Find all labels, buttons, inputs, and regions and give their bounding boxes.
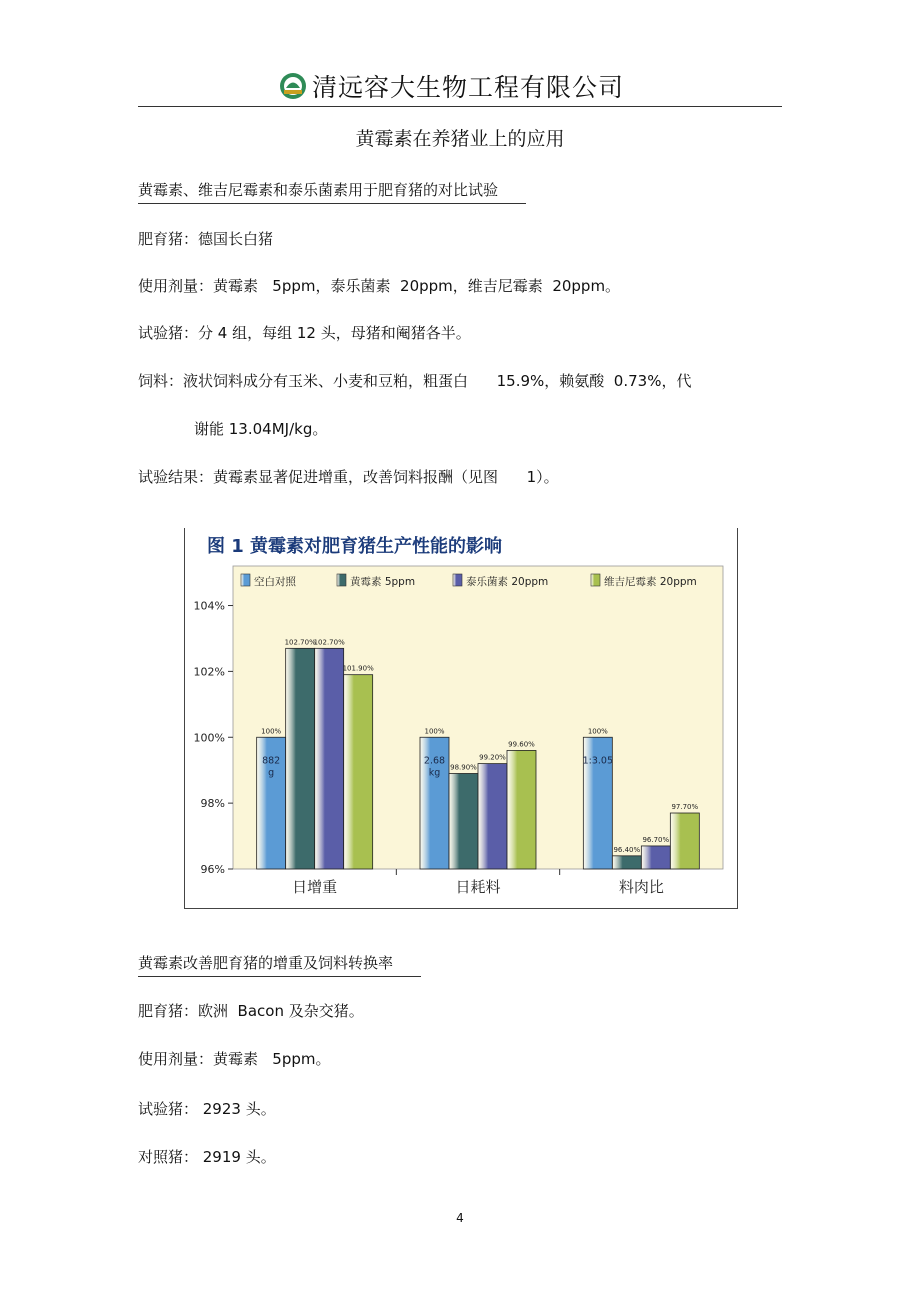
- y-tick-label: 98%: [200, 797, 225, 811]
- section2-heading: 黄霉素改善肥育猪的增重及饲料转换率: [138, 952, 421, 977]
- bar-value-label: 100%: [261, 727, 282, 736]
- company-header: [278, 68, 678, 104]
- bar-value-label: 98.90%: [450, 763, 477, 772]
- legend-swatch: [591, 574, 600, 586]
- bar: [612, 856, 641, 869]
- bar-inner-label: g: [268, 767, 275, 779]
- bar: [315, 648, 344, 869]
- bar: [507, 750, 536, 869]
- bar: [641, 846, 670, 869]
- section1-heading: 黄霉素、维吉尼霉素和泰乐菌素用于肥育猪的对比试验: [138, 179, 526, 204]
- bar: [449, 773, 478, 869]
- y-tick-label: 104%: [193, 599, 225, 613]
- company-logo-icon: [278, 71, 308, 101]
- bar-value-label: 100%: [424, 727, 445, 736]
- bar-value-label: 97.70%: [671, 803, 699, 812]
- page-number: 4: [456, 1211, 464, 1225]
- section1-line: 饲料：液状饲料成分有玉米、小麦和豆粕，粗蛋白 15.9%，赖氨酸 0.73%，代: [138, 372, 692, 390]
- legend-label: 空白对照: [254, 576, 296, 588]
- section2-line: 试验猪： 2923 头。: [138, 1100, 276, 1118]
- company-name: 清远容大生物工程有限公司: [312, 73, 625, 102]
- section1-line: 使用剂量：黄霉素 5ppm，泰乐菌素 20ppm，维吉尼霉素 20ppm。: [138, 277, 621, 295]
- section1-line: 肥育猪：德国长白猪: [138, 230, 274, 248]
- legend-swatch: [241, 574, 250, 586]
- legend-label: 维吉尼霉素 20ppm: [604, 576, 697, 588]
- section2-line: 对照猪： 2919 头。: [138, 1148, 276, 1166]
- bar-value-label: 99.20%: [479, 753, 506, 762]
- section2-line: 使用剂量：黄霉素 5ppm。: [138, 1050, 331, 1068]
- bar-value-label: 96.40%: [613, 845, 641, 854]
- chart-title: 图 1 黄霉素对肥育猪生产性能的影响: [207, 536, 503, 557]
- bar-value-label: 100%: [587, 727, 608, 736]
- chart-svg: [185, 528, 737, 908]
- section1-line: 试验猪：分 4 组，每组 12 头，母猪和阉猪各半。: [138, 324, 471, 342]
- legend-swatch: [337, 574, 346, 586]
- bar-inner-label: 882: [262, 755, 281, 767]
- figure-1: [184, 528, 738, 909]
- y-tick-label: 96%: [200, 863, 225, 876]
- section1-line: 试验结果：黄霉素显著促进增重，改善饲料报酬（见图 1）。: [138, 468, 559, 486]
- section1-line: 谢能 13.04MJ/kg。: [194, 420, 328, 438]
- y-tick-label: 102%: [193, 665, 225, 679]
- x-category-label: 日耗料: [455, 878, 501, 896]
- document-title: 黄霉素在养猪业上的应用: [355, 128, 565, 150]
- bar-value-label: 102.70%: [313, 638, 345, 647]
- section2-line: 肥育猪：欧洲 Bacon 及杂交猪。: [138, 1002, 364, 1020]
- bar-value-label: 96.70%: [642, 835, 670, 844]
- bar-inner-label: kg: [428, 767, 441, 779]
- legend-label: 泰乐菌素 20ppm: [466, 576, 549, 588]
- bar: [286, 648, 315, 869]
- bar: [478, 764, 507, 869]
- bar-inner-label: 1:3.05: [582, 755, 614, 767]
- bar-value-label: 101.90%: [342, 664, 374, 673]
- header-divider: [138, 106, 782, 107]
- bar-value-label: 99.60%: [508, 740, 535, 749]
- legend-swatch: [453, 574, 462, 586]
- legend-label: 黄霉素 5ppm: [350, 576, 416, 588]
- bar: [344, 675, 373, 869]
- bar: [670, 813, 699, 869]
- bar-value-label: 102.70%: [284, 638, 316, 647]
- y-tick-label: 100%: [193, 731, 225, 745]
- x-category-label: 料肉比: [618, 878, 664, 896]
- x-category-label: 日增重: [292, 878, 338, 896]
- bar-inner-label: 2.68: [423, 755, 446, 767]
